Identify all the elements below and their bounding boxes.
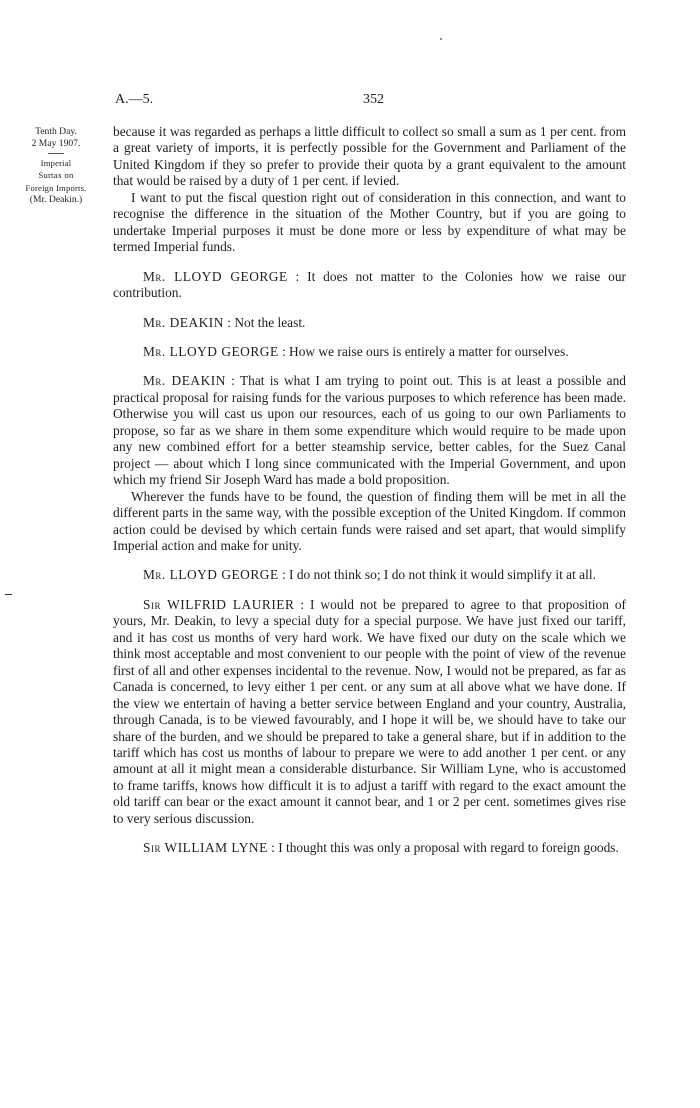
margin-date: 2 May 1907. [31, 138, 81, 150]
margin-tick-mark [5, 594, 12, 595]
speech-paragraph [113, 597, 626, 827]
speech-paragraph [113, 840, 626, 856]
margin-topic-line1: Imperial [40, 157, 72, 168]
speaker-name: Mr. LLOYD GEORGE [143, 343, 279, 359]
page-number: 352 [363, 92, 384, 107]
paragraph-text: because it was regarded as perhaps a little difficult to collect so small a sum as 1 per cent. from a great variety of imports, it is perfectly possible for the Government and Parliament of the United Kingdom if they so prefer to provide their quota by a grant equivalent to the amount that would be raised by a duty of 1 per cent. if levied. [113, 124, 626, 189]
scan-speck [440, 38, 442, 40]
speaker-name: Mr. DEAKIN [143, 373, 226, 389]
page-header [115, 92, 625, 112]
margin-day: Tenth Day. [35, 126, 77, 137]
document-reference: A.—5. [115, 92, 154, 107]
speech-text: : That is what I am trying to point out. This is at least a possible and practical proposal for raising funds for the various purposes to which reference has been made. Otherwise you will cast us upon our resources, each of us going to our own Parliaments to propose, so far as we share in them some expenditure which would require to be made upon any new combined effort for a better steamship service, better cables, for the Suez Canal project — about which I long since communicated with the Imperial Government, and upon which my friend Sir Joseph Ward has made a bold proposition. [113, 373, 626, 488]
paragraph-text: Wherever the funds have to be found, the question of finding them will be met in all the different parts in the same way, with the possible exception of the United Kingdom. If common action could be devised by which certain funds were raised and set apart, that would simplify Imperial action and make for unity. [113, 488, 626, 553]
body-text [113, 124, 626, 857]
margin-speaker: (Mr. Deakin.) [29, 194, 83, 206]
speaker-name: Mr. LLOYD GEORGE [143, 567, 279, 583]
speech-text: : How we raise ours is entirely a matter for ourselves. [281, 343, 569, 359]
speaker-name: Sir WILLIAM LYNE [143, 840, 268, 856]
speech-text: : I would not be prepared to agree to that proposition of yours, Mr. Deakin, to levy a special duty for a special purpose. We have just fixed our tariff, and it has cost us months of very hard work. We have fixed our duty on the scale which we think most acceptable and most convenient to our people with the point of view of the revenue first of all and other expenses incidental to the revenue. Now, I would not be prepared, as far as Canada is concerned, to levy either 1 per cent. or any sum at all above what we have done. If the view we entertain of having a better service between England and your country, Australia, through Canada, is to be viewed favourably, and I hope it will be, we should have to take our share of the burden, and we should be prepared to take a general share, but if in addition to the tariff which has cost us months of labour to prepare we were to add another 1 per cent. or any amount at all it might mean a considerable disturbance. Sir William Lyne, who is accustomed to frame tariffs, knows how difficult it is to adjust a tariff with regard to the exact amount the old tariff can bear or the exact amount it cannot bear, and 1 or 2 per cent. sometimes gives rise to very serious discussion. [113, 596, 626, 826]
speech-text: : I thought this was only a proposal with regard to foreign goods. [271, 840, 619, 856]
speech-text: : Not the least. [227, 314, 306, 330]
speaker-name: Mr. LLOYD GEORGE [143, 268, 288, 284]
speech-paragraph [113, 373, 626, 488]
paragraph [113, 190, 626, 256]
speaker-name: Mr. DEAKIN [143, 314, 224, 330]
speech-text: : It does not matter to the Colonies how we raise our contribution. [113, 268, 627, 301]
speech-paragraph [113, 344, 626, 360]
speech-text: : I do not think so; I do not think it would simplify it at all. [281, 567, 596, 583]
paragraph [113, 489, 626, 555]
speech-paragraph [113, 567, 626, 583]
speech-paragraph [113, 269, 626, 302]
margin-topic-line3: Foreign Imports. [25, 182, 87, 193]
speaker-name: Sir WILFRID LAURIER [143, 596, 295, 612]
paragraph-text: I want to put the fiscal question right out of consideration in this connection, and want to recognise the difference in the situation of the Mother Country, but if you are going to undertake Imperial purposes it must be done more or less by expenditure of what may be termed Imperial funds. [113, 189, 626, 255]
paragraph [113, 124, 626, 190]
margin-topic-line2: Surtax on [38, 170, 74, 181]
margin-divider [48, 153, 64, 154]
margin-notes [6, 126, 106, 206]
speech-paragraph [113, 315, 626, 331]
